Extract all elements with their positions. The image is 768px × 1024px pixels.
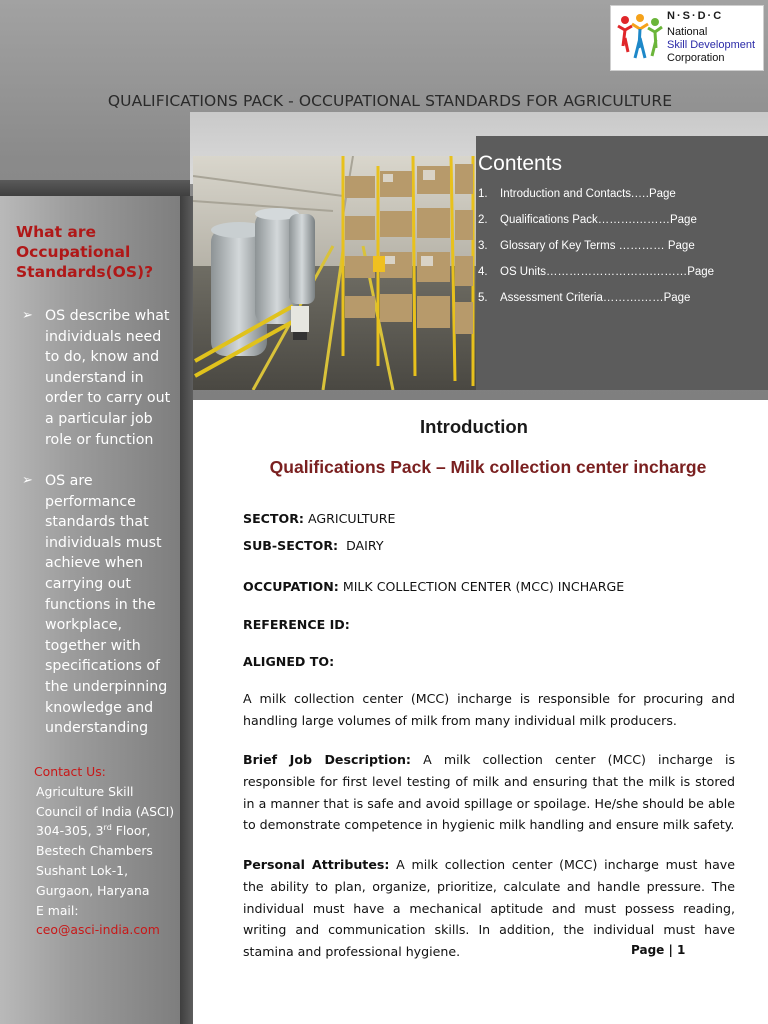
introduction-heading: Introduction — [420, 416, 528, 437]
qualifications-pack-title: Qualifications Pack – Milk collection center incharge — [269, 457, 707, 477]
contact-line: Gurgaon, Haryana — [36, 882, 150, 898]
subsector-field: SUB-SECTOR: DAIRY — [243, 538, 384, 553]
contents-item[interactable]: 2. Qualifications Pack……….………Page — [478, 214, 697, 226]
contact-line: Sushant Lok-1, — [36, 862, 129, 878]
contact-line: 304-305, 3rd Floor, — [36, 823, 151, 839]
contact-line: Agriculture Skill — [36, 783, 134, 799]
sector-field: SECTOR: AGRICULTURE — [243, 511, 396, 526]
contact-heading: Contact Us: — [34, 764, 106, 779]
job-description-paragraph: Brief Job Description: A milk collection center (MCC) incharge is responsible for first level testing of milk and ensuring that the milk is stored in a manner that is safe and avoid spillage or spoilage. He/she should be able to demonstrate competence in hygienic milk handling and ensure milk safety. — [243, 752, 736, 833]
contact-line: Council of India (ASCI) — [36, 803, 175, 819]
logo-org-name — [667, 26, 763, 65]
contents-panel — [476, 136, 768, 390]
page-number: Page | 1 — [631, 943, 686, 957]
warehouse-photo — [193, 156, 476, 390]
document-title: QUALIFICATIONS PACK - OCCUPATIONAL STANDARDS FOR AGRICULTURE — [107, 92, 673, 110]
contents-title: Contents — [478, 152, 563, 175]
logo-line-2: Skill Development — [667, 39, 756, 51]
nsdc-logo — [610, 5, 764, 71]
contents-item[interactable]: 4. OS Units……………………….………Page — [478, 266, 715, 278]
summary-paragraph: A milk collection center (MCC) incharge is responsible for procuring and handling large volumes of milk from many individual milk producers. — [243, 691, 735, 728]
contents-item[interactable]: 5. Assessment Criteria……….……Page — [478, 292, 691, 304]
reference-id-field: REFERENCE ID: — [243, 617, 350, 632]
arrow-bullet-icon: ➢ — [22, 308, 33, 323]
sidebar-heading: What are Occupational Standards(OS)? — [16, 223, 154, 281]
nsdc-figures-icon — [615, 12, 665, 68]
contents-list — [478, 188, 714, 318]
logo-acronym: N·S·D·C — [667, 10, 724, 22]
logo-line-3: Corporation — [667, 52, 725, 64]
arrow-bullet-icon: ➢ — [22, 473, 33, 488]
logo-line-1: National — [667, 26, 708, 38]
sidebar-bullet: ➢ OS are performance standards that individuals must achieve when carrying out functions in the workplace, together with specifications of the underpinning knowledge and understanding — [22, 473, 168, 737]
occupation-field: OCCUPATION: MILK COLLECTION CENTER (MCC) INCHARGE — [243, 579, 625, 594]
personal-attributes-paragraph: Personal Attributes: A milk collection center (MCC) incharge must have the ability to plan, organize, prioritize, calculate and handle pressure. The individual must have a mechanical aptitude and must possess reading, writing and communication skills. In addition, the individual must have stamina and professional hygiene. — [243, 857, 735, 960]
contact-email-link[interactable]: ceo@asci-india.com — [36, 922, 160, 938]
contents-item[interactable]: 3. Glossary of Key Terms ………… Page — [478, 240, 695, 252]
contact-block — [34, 762, 180, 940]
contact-email-label: E mail: — [36, 902, 79, 918]
aligned-to-field: ALIGNED TO: — [243, 654, 335, 669]
sidebar-bullet: ➢ OS describe what individuals need to do, know and understand in order to carry out a particular job role or function — [22, 308, 171, 448]
sidebar-edge — [180, 196, 193, 1024]
contact-line: Bestech Chambers — [36, 843, 153, 859]
contents-item[interactable]: 1. Introduction and Contacts.….Page — [478, 188, 676, 200]
